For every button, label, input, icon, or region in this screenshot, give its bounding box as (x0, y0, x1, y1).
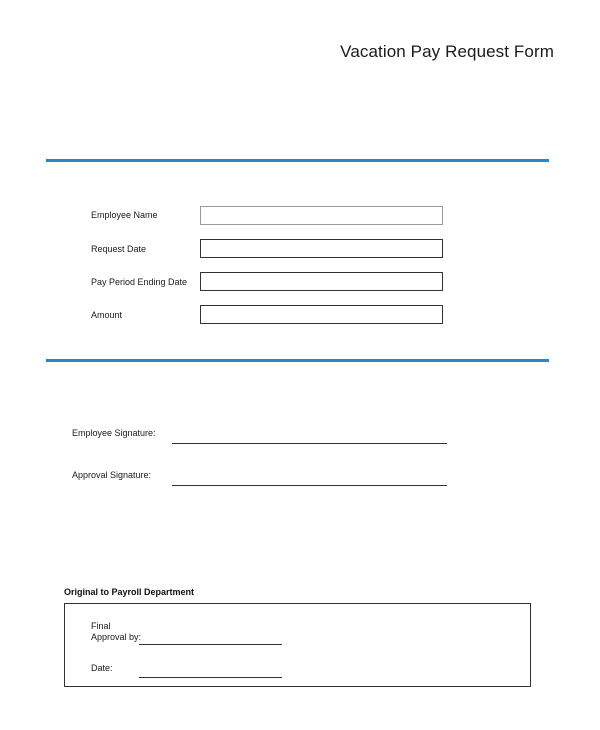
payroll-heading: Original to Payroll Department (64, 587, 195, 597)
employee-name-label: Employee Name (91, 210, 158, 220)
form-title: Vacation Pay Request Form (340, 42, 554, 61)
amount-input[interactable] (200, 305, 443, 324)
pay-period-ending-date-label: Pay Period Ending Date (91, 277, 188, 287)
final-approval-line[interactable] (139, 644, 282, 645)
amount-label: Amount (91, 310, 123, 320)
pay-period-ending-date-input[interactable] (200, 272, 443, 291)
request-date-input[interactable] (200, 239, 443, 258)
middle-divider (46, 359, 549, 362)
top-divider (46, 159, 549, 162)
employee-name-input[interactable] (200, 206, 443, 225)
approval-signature-line[interactable] (172, 485, 447, 486)
final-approval-label-line1: Final (91, 621, 111, 631)
employee-signature-line[interactable] (172, 443, 447, 444)
date-label: Date: (91, 663, 113, 673)
employee-signature-label: Employee Signature: (72, 428, 156, 438)
payroll-box (64, 603, 531, 687)
request-date-label: Request Date (91, 244, 147, 254)
approval-signature-label: Approval Signature: (72, 470, 152, 480)
date-line[interactable] (139, 677, 282, 678)
final-approval-label-line2: Approval by: (91, 632, 142, 642)
